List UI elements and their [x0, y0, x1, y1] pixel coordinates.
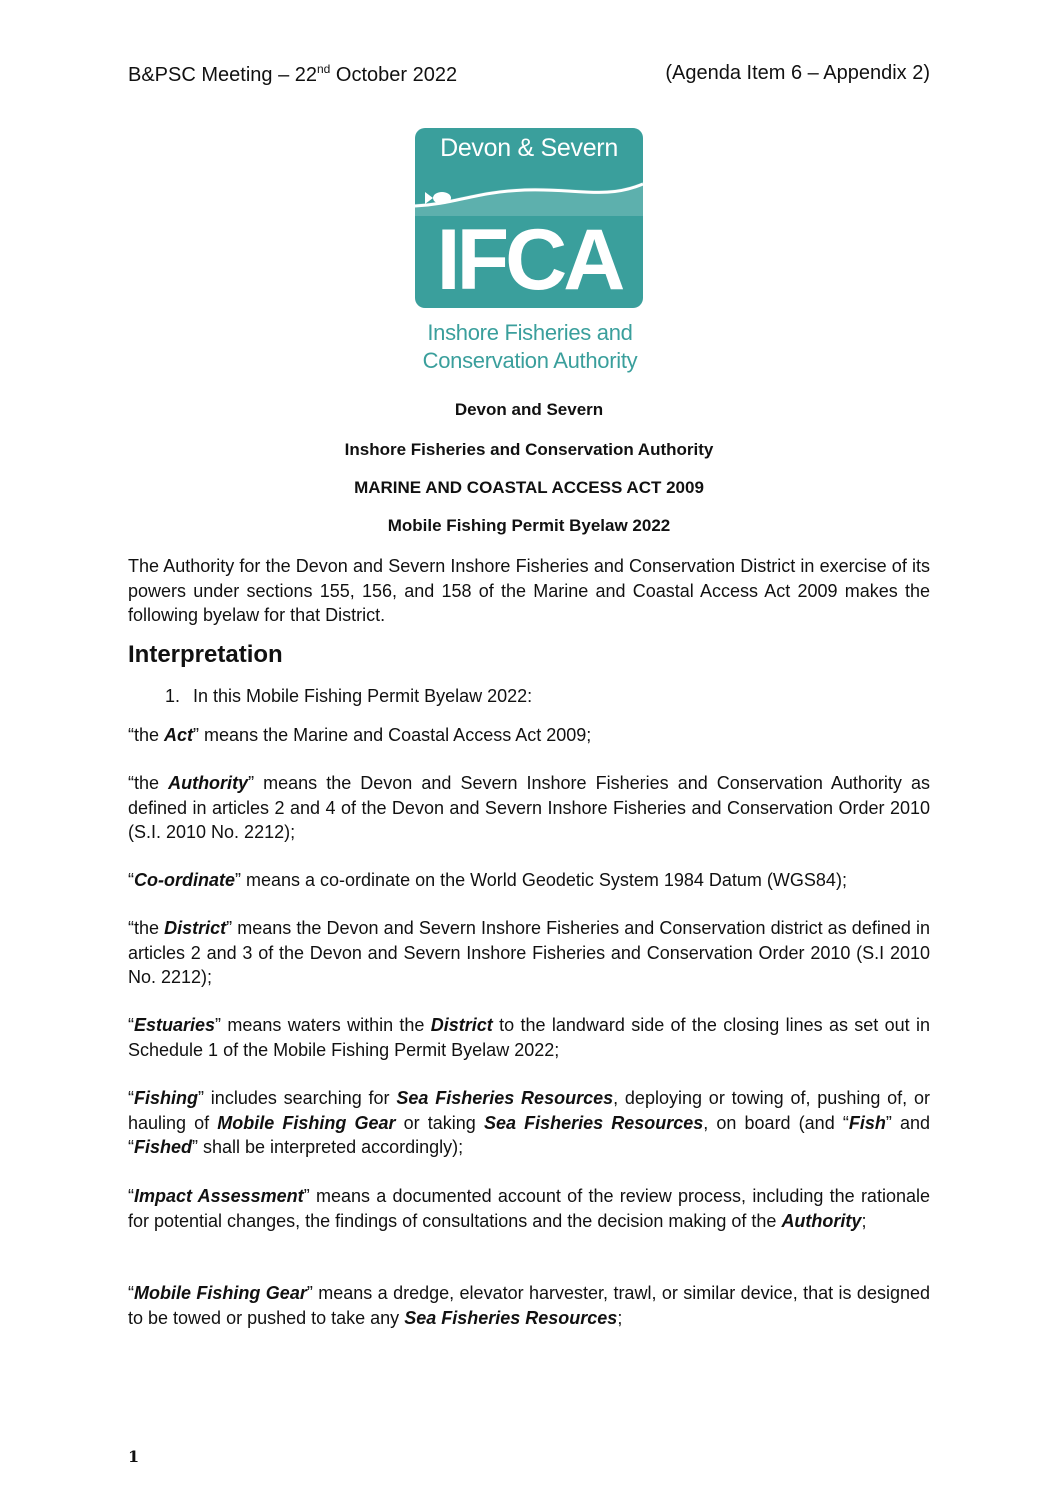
fish-wave-icon — [415, 176, 643, 216]
logo-subtitle-line2: Conservation Authority — [422, 348, 638, 373]
definition-estuaries: “Estuaries” means waters within the District to the landward side of the closing lines as set out in Schedule 1 of the Mobile Fishing Permit Byelaw 2022; — [128, 1015, 930, 1060]
logo-subtitle-line1: Inshore Fisheries and — [427, 320, 633, 345]
logo-top-text: Devon & Severn — [440, 134, 618, 162]
definition-mobile-fishing-gear: “Mobile Fishing Gear” means a dredge, elevator harvester, trawl, or similar device, that is designed to be towed or pushed to take any Sea Fisheries Resources; — [128, 1283, 930, 1328]
list-item — [165, 686, 532, 707]
definition-impact-assessment: “Impact Assessment” means a documented account of the review process, including the rationale for potential changes, the findings of consultations and the decision making of the Authority; — [128, 1186, 930, 1231]
title-line3: MARINE AND COASTAL ACCESS ACT 2009 — [354, 478, 704, 497]
title-line2: Inshore Fisheries and Conservation Authority — [344, 440, 714, 459]
page-number: 1 — [128, 1447, 140, 1466]
section-heading: Interpretation — [128, 641, 283, 668]
header-meeting: B&PSC Meeting – 22nd October 2022 — [128, 62, 458, 86]
logo-main-text: IFCA — [436, 212, 622, 308]
list-item-number: 1. — [165, 686, 181, 706]
definition-district: “the District” means the Devon and Severn Inshore Fisheries and Conservation district as defined in articles 2 and 3 of the Devon and Severn Inshore Fisheries and Conservation Order 2010 (S.I 2010 No. 2212); — [128, 918, 930, 987]
list-item-text: In this Mobile Fishing Permit Byelaw 2022: — [193, 686, 533, 706]
title-line1: Devon and Severn — [454, 400, 604, 419]
intro-paragraph: The Authority for the Devon and Severn Inshore Fisheries and Conservation District in exercise of its powers under sections 155, 156, and 158 of the Marine and Coastal Access Act 2009 makes the following byelaw for that District. — [128, 556, 930, 625]
definition-coordinate: “Co-ordinate” means a co-ordinate on the World Geodetic System 1984 Datum (WGS84); — [128, 870, 847, 890]
definition-act: “the Act” means the Marine and Coastal Access Act 2009; — [128, 725, 592, 745]
title-line4: Mobile Fishing Permit Byelaw 2022 — [387, 516, 671, 535]
header-agenda-item: (Agenda Item 6 – Appendix 2) — [665, 62, 930, 84]
definition-authority: “the Authority” means the Devon and Severn Inshore Fisheries and Conservation Authority as defined in articles 2 and 4 of the Devon and Severn Inshore Fisheries and Conservation Order 2010 (S.I. 2010 No. 2212); — [128, 773, 930, 842]
ifca-logo — [410, 128, 650, 378]
definition-fishing: “Fishing” includes searching for Sea Fisheries Resources, deploying or towing of, pushing of, or hauling of Mobile Fishing Gear or taking Sea Fisheries Resources, on board (and “Fish” and “Fished” shall be interpreted accordingly); — [128, 1088, 930, 1157]
page-header — [128, 62, 930, 92]
